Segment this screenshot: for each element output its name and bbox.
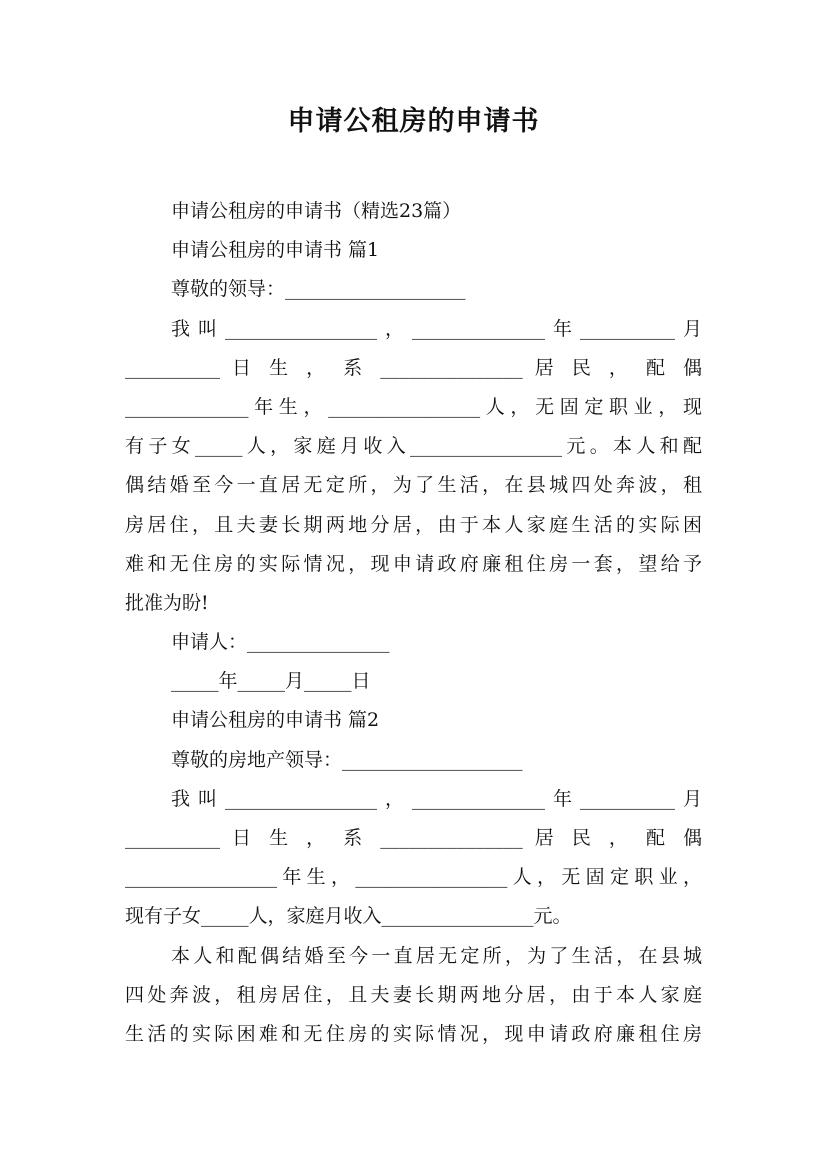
salutation-1: 尊敬的领导：___________________	[171, 278, 466, 301]
paragraph-line: 偶结婚至今一直居无定所，为了生活，在县城四处奔波，租	[125, 474, 702, 497]
paragraph-line: 现有子女_____人，家庭月收入________________元。	[125, 905, 572, 928]
paragraph-line: 我叫________________，______________年__________月	[171, 787, 702, 810]
section-heading-2: 申请公租房的申请书 篇2	[171, 709, 380, 732]
paragraph-line: 本人和配偶结婚至今一直居无定所，为了生活，在县城	[171, 944, 702, 967]
document-title: 申请公租房的申请书	[287, 106, 540, 137]
paragraph-line: 房居住，且夫妻长期两地分居，由于本人家庭生活的实际困	[125, 513, 702, 536]
paragraph-line: 生活的实际困难和无住房的实际情况，现申请政府廉租住房	[125, 1022, 702, 1045]
paragraph-line: 难和无住房的实际情况，现申请政府廉租住房一套，望给予	[125, 552, 702, 575]
document-body	[125, 192, 702, 1054]
salutation-2: 尊敬的房地产领导：___________________	[171, 748, 523, 771]
paragraph-line: 批准为盼!	[125, 591, 209, 614]
paragraph-line: 有子女_____人，家庭月收入________________元。本人和配	[125, 435, 702, 458]
paragraph-line: _____________年生，________________人，无固定职业，现	[125, 395, 702, 418]
paragraph-line: ________________年生，________________人，无固定职业，	[125, 866, 702, 889]
paragraph-line: __________ 日 生 ， 系 _______________ 居 民 ， 配 偶	[125, 356, 702, 379]
signature-date: _____年_____月_____日	[171, 670, 371, 693]
applicant-signature: 申请人：_______________	[171, 631, 390, 654]
section-heading-1: 申请公租房的申请书 篇1	[171, 239, 380, 262]
paragraph-line: 我叫________________，______________年__________月	[171, 317, 702, 340]
heading-selected: 申请公租房的申请书（精选23篇）	[171, 200, 462, 222]
paragraph-line: 四处奔波，租房居住，且夫妻长期两地分居，由于本人家庭	[125, 983, 702, 1006]
paragraph-line: __________ 日 生 ， 系 _______________ 居 民 ， 配 偶	[125, 827, 702, 849]
